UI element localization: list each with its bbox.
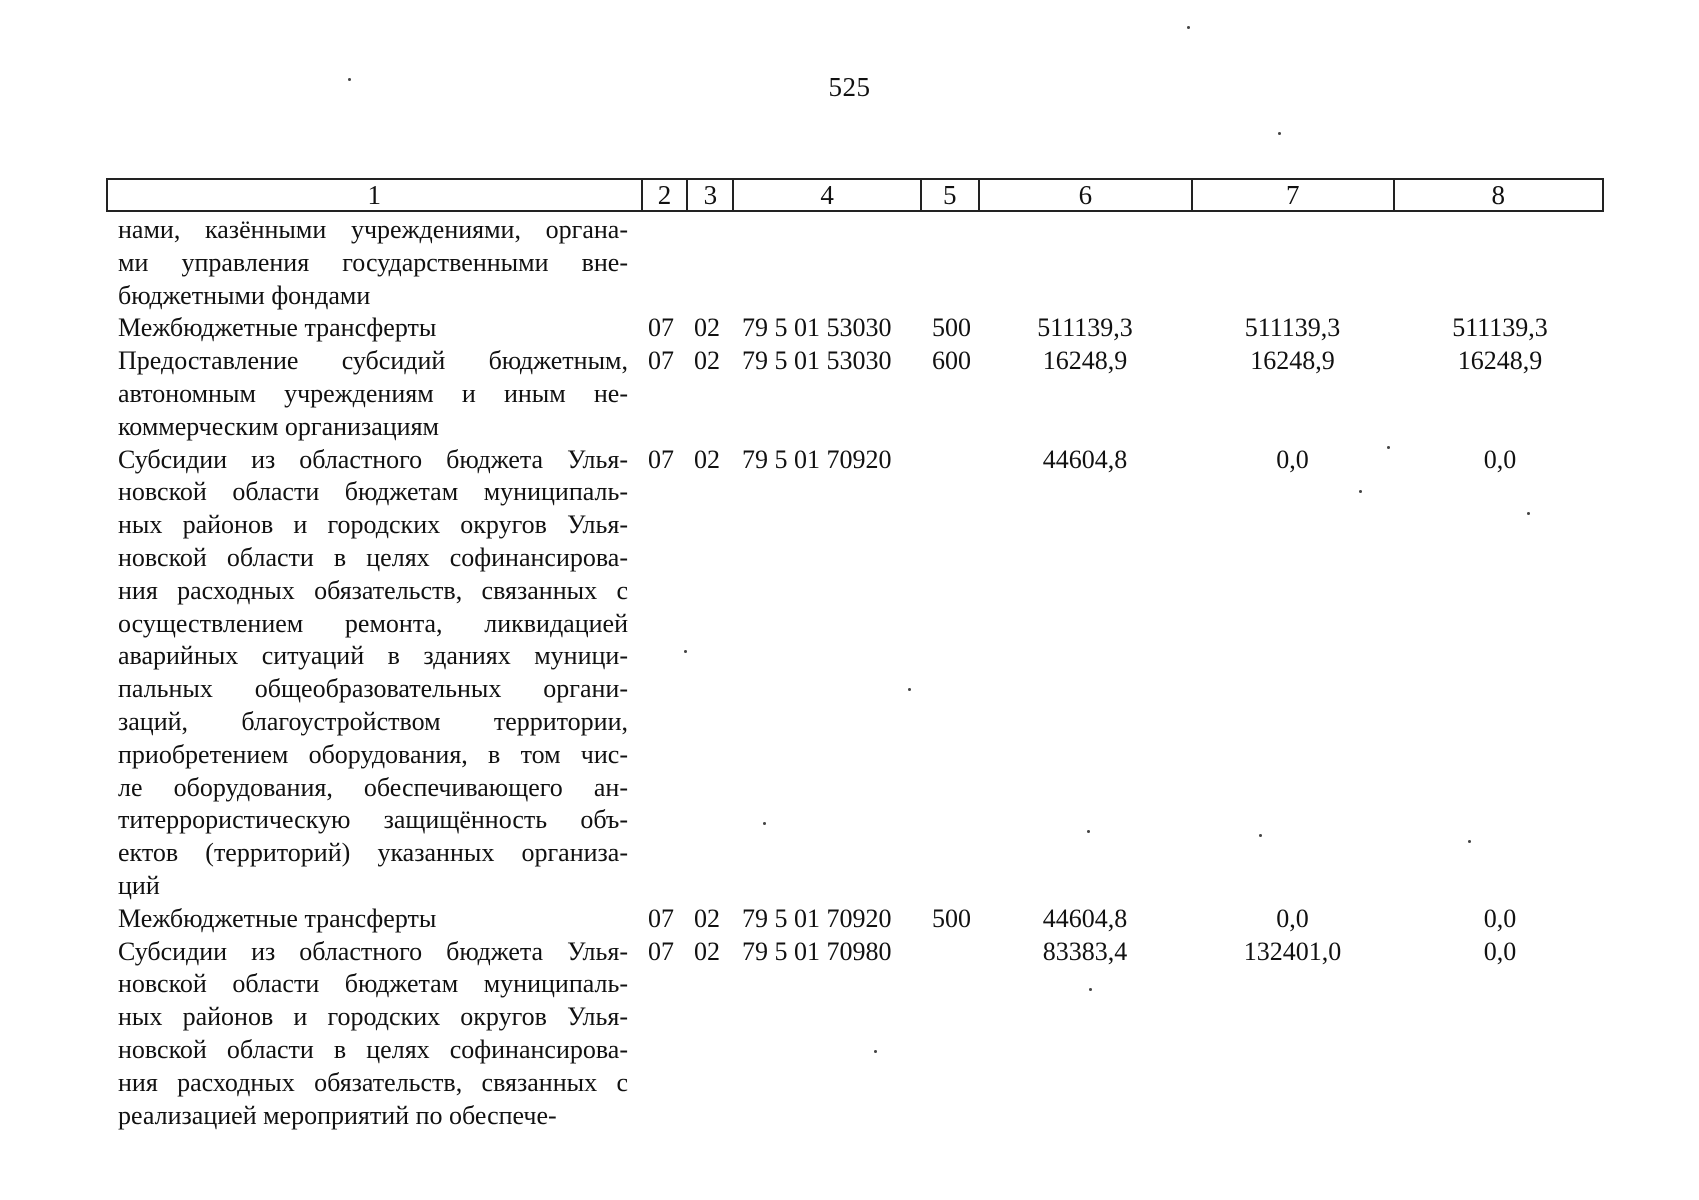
row-cell-c4: 79 5 01 53030 [742,313,892,343]
row-description-line: ектов (территорий) указанных организа- [118,838,628,868]
header-col-5: 5 [922,180,980,210]
table-row [0,444,1699,903]
header-col-2: 2 [643,180,689,210]
row-cell-c3: 02 [694,903,720,933]
row-cell-c2: 07 [648,936,674,966]
row-description-line: ния расходных обязательств, связанных с [118,575,628,605]
row-cell-c2: 07 [648,346,674,376]
row-cell-c7: 132401,0 [1243,936,1342,966]
row-description-line: ных районов и городских округов Улья- [118,1002,628,1032]
row-description-line: приобретением оборудования, в том чис- [118,739,628,769]
row-cell-c3: 02 [694,936,720,966]
row-description-line: титеррористическую защищённость объ- [118,805,628,835]
table-row [0,903,1699,936]
row-cell-c8: 0,0 [1483,903,1517,933]
row-cell-c8: 511139,3 [1452,313,1548,343]
row-cell-c5: 500 [932,903,971,933]
row-cell-c5: 500 [932,313,971,343]
scan-speck [348,78,351,81]
row-cell-c7 [1190,214,1395,247]
scan-speck [1527,512,1530,515]
row-description-line: Предоставление субсидий бюджетным, [118,346,628,376]
header-col-3: 3 [688,180,734,210]
row-cell-c6 [980,214,1190,247]
row-description-line: реализацией мероприятий по обеспече- [118,1100,557,1130]
scan-speck [1187,26,1190,29]
row-description-line: ных районов и городских округов Улья- [118,510,628,540]
header-col-8: 8 [1491,179,1505,210]
row-cell-c7: 0,0 [1276,903,1309,933]
row-cell-c8: 16248,9 [1457,346,1543,376]
row-description-line: бюджетными фондами [118,280,371,310]
row-cell-c2: 07 [648,903,674,933]
row-cell-c7: 511139,3 [1244,313,1341,343]
row-description-line: пальных общеобразовательных органи- [118,674,628,704]
scan-speck [1359,490,1362,493]
row-description-line: осуществлением ремонта, ликвидацией [118,608,628,638]
row-description-line: нами, казёнными учреждениями, органа- [118,215,628,244]
row-cell-c8 [1395,214,1605,247]
row-cell-c6: 44604,8 [1042,444,1128,474]
row-description-line: Субсидии из областного бюджета Улья- [118,444,628,474]
scan-speck [763,822,766,825]
row-cell-c2: 07 [648,444,674,474]
row-description-line: новской области бюджетам муниципаль- [118,477,628,507]
table-row [0,936,1699,1133]
row-description-line: ле оборудования, обеспечивающего ан- [118,772,628,802]
row-cell-c3: 02 [694,346,720,376]
row-cell-c4: 79 5 01 70920 [742,444,892,474]
row-description-line: коммерческим организациям [118,411,440,441]
row-description-line: ций [118,870,160,900]
scan-speck [684,650,687,653]
scan-speck [1087,830,1090,833]
row-description-line: Межбюджетные трансферты [118,903,437,933]
scan-speck [1259,834,1262,837]
row-description-line: новской области в целях софинансирова- [118,542,628,572]
page-number: 525 [828,72,871,102]
row-cell-c4: 79 5 01 70980 [742,936,892,966]
row-cell-c6: 83383,4 [1042,936,1128,966]
table-row [0,312,1699,345]
scan-speck [908,688,911,691]
table-body [0,214,1699,1132]
row-description-line: Субсидии из областного бюджета Улья- [118,936,628,966]
row-cell-c7: 16248,9 [1250,346,1335,376]
header-col-7: 7 [1193,180,1394,210]
table-row [0,345,1699,443]
row-cell-c7: 0,0 [1276,444,1309,474]
row-cell-c6: 44604,8 [1042,903,1128,933]
row-description-line: новской области бюджетам муниципаль- [118,969,628,999]
row-description-line: ния расходных обязательств, связанных с [118,1067,628,1097]
row-description-line: Межбюджетные трансферты [118,313,437,343]
row-cell-c3: 02 [694,313,720,343]
scan-speck [1278,132,1281,135]
row-description-line: новской области в целях софинансирова- [118,1034,628,1064]
scan-speck [874,1050,877,1053]
row-cell-c4: 79 5 01 70920 [742,903,892,933]
scan-speck [1468,840,1471,843]
header-col-6: 6 [980,180,1193,210]
header-col-1: 1 [108,180,643,210]
row-cell-c4: 79 5 01 53030 [742,346,892,376]
row-cell-c3: 02 [694,444,720,474]
row-cell-c8: 0,0 [1483,936,1517,966]
header-col-4: 4 [734,180,922,210]
row-description-line: заций, благоустройством территории, [118,706,628,736]
row-description-line: ми управления государственными вне- [118,247,628,277]
row-cell-c2: 07 [648,313,674,343]
row-cell-c8: 0,0 [1483,444,1517,474]
row-cell-c5: 600 [932,346,971,376]
scan-speck [1089,988,1092,991]
row-cell-c6: 511139,3 [1037,313,1133,343]
row-description-line: автономным учреждениям и иным не- [118,378,628,408]
row-cell-c6: 16248,9 [1042,346,1128,376]
table-header [106,178,1604,212]
scan-speck [1387,446,1390,449]
table-row [0,214,1699,312]
row-description-line: аварийных ситуаций в зданиях муници- [118,641,628,671]
